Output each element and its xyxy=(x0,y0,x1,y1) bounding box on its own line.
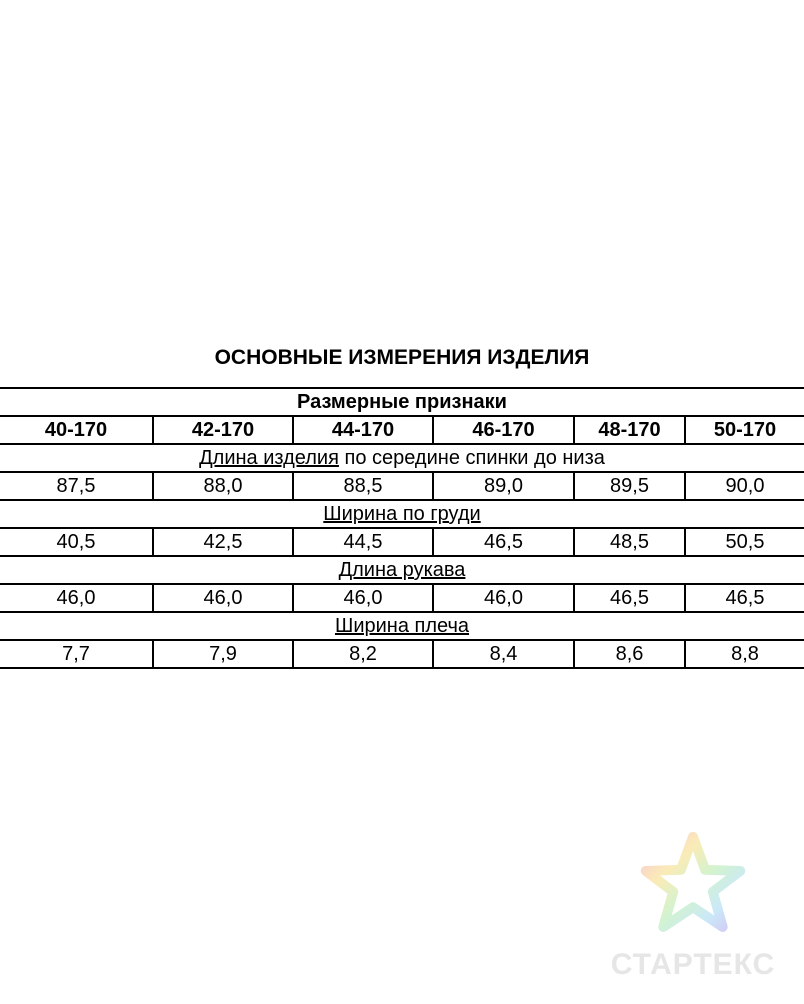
watermark-text: СТАРТЕКС xyxy=(610,948,776,981)
measurements-table xyxy=(0,387,804,669)
section-label-shoulder xyxy=(0,612,804,640)
section-label-row xyxy=(0,444,804,472)
section-label-chest xyxy=(0,500,804,528)
value-cell: 88,0 xyxy=(153,472,293,500)
value-cell: 42,5 xyxy=(153,528,293,556)
value-cell: 87,5 xyxy=(0,472,153,500)
section-label-underlined: Ширина по груди xyxy=(323,503,481,525)
value-cell: 8,8 xyxy=(685,640,804,668)
value-cell: 8,4 xyxy=(433,640,574,668)
value-cell: 46,0 xyxy=(433,584,574,612)
table-row xyxy=(0,584,804,612)
group-header: Размерные признаки xyxy=(0,388,804,416)
section-label-length xyxy=(0,444,804,472)
value-cell: 46,5 xyxy=(433,528,574,556)
value-cell: 40,5 xyxy=(0,528,153,556)
section-label-underlined: Ширина плеча xyxy=(334,615,470,637)
size-header-cell: 48-170 xyxy=(574,416,685,444)
value-cell: 90,0 xyxy=(685,472,804,500)
value-cell: 8,6 xyxy=(574,640,685,668)
value-cell: 46,0 xyxy=(0,584,153,612)
table-row xyxy=(0,472,804,500)
value-cell: 89,0 xyxy=(433,472,574,500)
section-label-row xyxy=(0,612,804,640)
table-row xyxy=(0,528,804,556)
size-header-cell: 46-170 xyxy=(433,416,574,444)
size-header-cell: 40-170 xyxy=(0,416,153,444)
watermark xyxy=(598,828,798,988)
section-label-underlined: Длина изделия xyxy=(199,447,339,469)
value-cell: 7,9 xyxy=(153,640,293,668)
value-cell: 89,5 xyxy=(574,472,685,500)
value-cell: 50,5 xyxy=(685,528,804,556)
value-cell: 7,7 xyxy=(0,640,153,668)
value-cell: 46,0 xyxy=(293,584,433,612)
value-cell: 44,5 xyxy=(293,528,433,556)
section-label-underlined: Длина рукава xyxy=(338,559,466,581)
value-cell: 46,0 xyxy=(153,584,293,612)
table-row xyxy=(0,640,804,668)
section-label-sleeve xyxy=(0,556,804,584)
value-cell: 46,5 xyxy=(574,584,685,612)
size-header-row xyxy=(0,416,804,444)
section-label-rest: по середине спинки до низа xyxy=(338,447,605,469)
value-cell: 46,5 xyxy=(685,584,804,612)
group-header-row xyxy=(0,388,804,416)
star-logo-icon xyxy=(638,828,748,938)
size-header-cell: 44-170 xyxy=(293,416,433,444)
page-title: ОСНОВНЫЕ ИЗМЕРЕНИЯ ИЗДЕЛИЯ xyxy=(214,346,590,369)
section-label-row xyxy=(0,556,804,584)
size-header-cell: 50-170 xyxy=(685,416,804,444)
value-cell: 48,5 xyxy=(574,528,685,556)
value-cell: 8,2 xyxy=(293,640,433,668)
size-header-cell: 42-170 xyxy=(153,416,293,444)
value-cell: 88,5 xyxy=(293,472,433,500)
section-label-row xyxy=(0,500,804,528)
